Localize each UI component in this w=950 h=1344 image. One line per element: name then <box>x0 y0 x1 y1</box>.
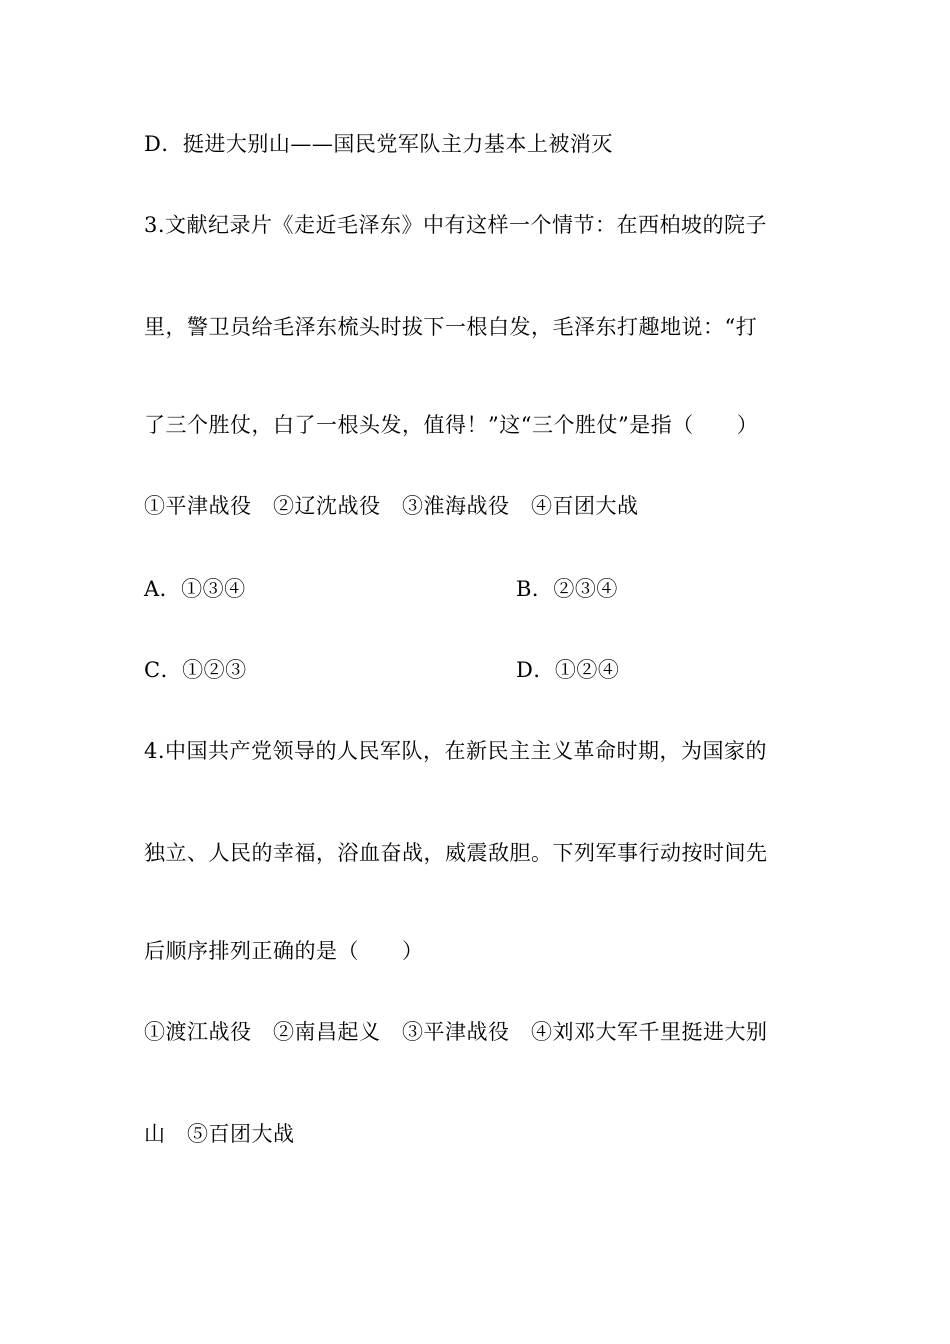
q3-items: ①平津战役 ②辽沈战役 ③淮海战役 ④百团大战 <box>144 494 639 518</box>
q4-stem-line-3: 后顺序排列正确的是（ ） <box>144 939 424 963</box>
q3-option-b: B．②③④ <box>516 577 618 601</box>
q3-option-a: A．①③④ <box>144 577 246 601</box>
q3-option-d: D．①②④ <box>516 658 620 682</box>
q4-items-line-1: ①渡江战役 ②南昌起义 ③平津战役 ④刘邓大军千里挺进大别 <box>144 1020 768 1044</box>
q2-option-d: D．挺进大别山——国民党军队主力基本上被消灭 <box>144 132 613 156</box>
q3-stem-line-1: 3.文献纪录片《走近毛泽东》中有这样一个情节：在西柏坡的院子 <box>144 213 768 237</box>
q4-stem-line-1: 4.中国共产党领导的人民军队，在新民主主义革命时期，为国家的 <box>144 739 768 763</box>
q3-stem-line-3: 了三个胜仗，白了一根头发，值得！”这“三个胜仗”是指（ ） <box>144 413 759 437</box>
q3-option-c: C．①②③ <box>144 658 247 682</box>
q4-items-line-2: 山 ⑤百团大战 <box>144 1122 295 1146</box>
q3-stem-line-2: 里，警卫员给毛泽东梳头时拔下一根白发，毛泽东打趣地说：“打 <box>144 315 758 339</box>
q4-stem-line-2: 独立、人民的幸福，浴血奋战，威震敌胆。下列军事行动按时间先 <box>144 841 768 865</box>
